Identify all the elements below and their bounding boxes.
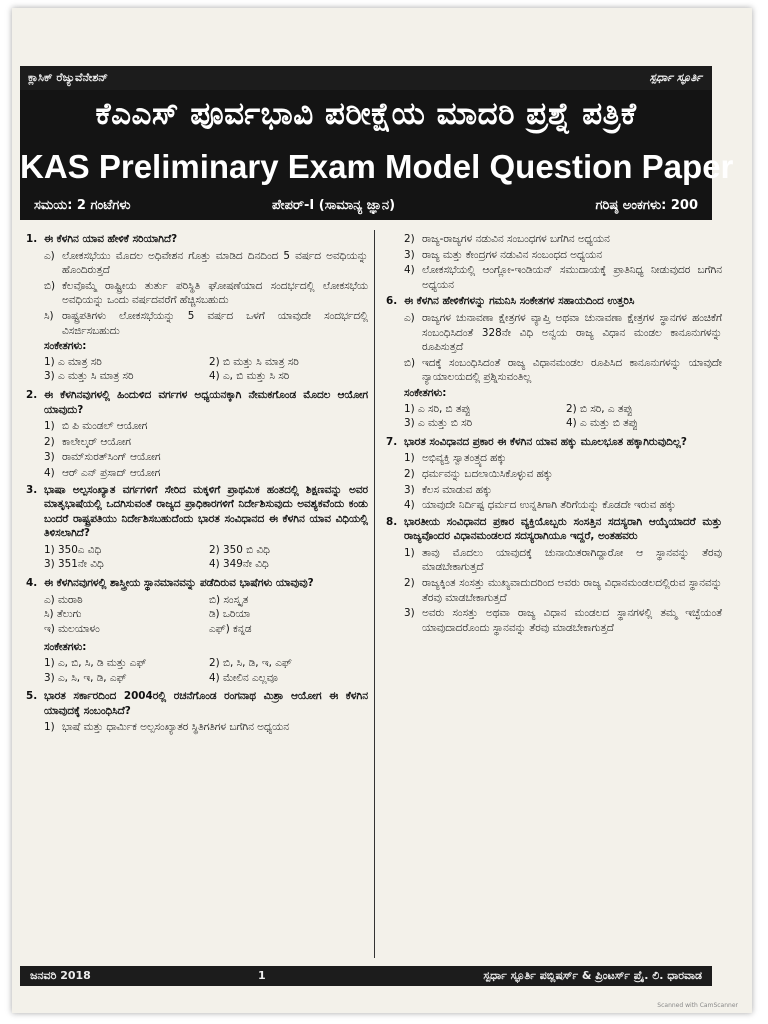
question-text: ಈ ಕೆಳಗಿನವುಗಳಲ್ಲಿ ಶಾಸ್ತ್ರೀಯ ಸ್ಥಾನಮಾನವನ್ನು ಪಡೆದಿರುವ ಭಾಷೆಗಳು ಯಾವುವು? (44, 577, 314, 590)
option-key: 4) (404, 499, 415, 512)
strip-right-text: ಸ್ಪರ್ಧಾ ಸ್ಫೂರ್ತಿ (649, 71, 702, 84)
page-number: 1 (258, 969, 266, 982)
answer-choice: 1) 350ಎ ವಿಧಿ (44, 543, 102, 556)
answer-choice: 2) ಬಿ, ಸಿ, ಡಿ, ಇ, ಎಫ್ (209, 657, 292, 670)
question-4 (26, 576, 368, 685)
option-key: ಸಿ) (44, 309, 54, 322)
option-text: ರಾಮ್‌ಸುರತ್‌ಸಿಂಗ್ ಆಯೋಗ (62, 451, 161, 464)
codes-label: ಸಂಕೇತಗಳು: (44, 641, 87, 654)
title-english: KAS Preliminary Exam Model Question Paper (20, 148, 734, 185)
left-column (26, 232, 368, 737)
option-key: 4) (44, 466, 55, 479)
option (44, 435, 368, 450)
option-key: 2) (44, 435, 55, 448)
scanner-watermark: Scanned with CamScanner (657, 1002, 738, 1009)
codes-label: ಸಂಕೇತಗಳು: (404, 386, 447, 399)
strip-left-text: ಕ್ಲಾಸಿಕ್ ರೆಜ್ಯುವೆನೇಶನ್ (28, 71, 108, 84)
option (44, 309, 368, 338)
option-text: ಲೋಕಸಭೆಯು ಮೊದಲ ಅಧಿವೇಶನ ಗೊತ್ತು ಮಾಡಿದ ದಿನದಿಂದ 5 ವರ್ಷದ ಅವಧಿಯನ್ನು ಹೊಂದಿರುತ್ತದೆ (62, 249, 368, 277)
question-6 (386, 294, 722, 430)
option-text: ಧರ್ಮವನ್ನು ಬದಲಾಯಿಸಿಕೊಳ್ಳುವ ಹಕ್ಕು (422, 467, 553, 480)
option (44, 466, 368, 481)
language-item: ಇ) ಮಲಯಾಳಂ (44, 622, 100, 635)
answer-choices (44, 656, 368, 685)
question-3 (26, 483, 368, 573)
scanned-page (12, 8, 752, 1013)
question-text: ಈ ಕೆಳಗಿನ ಹೇಳಿಕೆಗಳನ್ನು ಗಮನಿಸಿ ಸಂಕೇತಗಳ ಸಹಾಯದಿಂದ ಉತ್ತರಿಸಿ (404, 295, 635, 308)
question-number: 8. (386, 515, 398, 528)
option-key: ಎ) (404, 311, 415, 324)
answer-choice: 3) ಎ ಮತ್ತು ಬಿ ಸರಿ (404, 417, 473, 430)
answer-choice: 3) 351ನೇ ವಿಧಿ (44, 558, 104, 571)
question-text: ಭಾರತೀಯ ಸಂವಿಧಾನದ ಪ್ರಕಾರ ವ್ಯಕ್ತಿಯೊಬ್ಬರು ಸಂಸತ್ತಿನ ಸದಸ್ಯರಾಗಿ ಆಯ್ಕೆಯಾದರೆ ಮತ್ತು ರಾಜ್ಯವೊಂದರ ವಿಧಾನಮಂಡಲದ ಸದಸ್ಯರಾಗಿಯೂ ಇದ್ದರೆ, ಅಂತಹವರು (404, 515, 722, 543)
option-text: ಕೆಲಸ ಮಾಡುವ ಹಕ್ಕು (422, 483, 492, 496)
language-item: ಬಿ) ಸಂಸ್ಕೃತ (209, 593, 249, 606)
option-key: 1) (44, 721, 55, 734)
option-text: ರಾಜ್ಯ-ರಾಜ್ಯಗಳ ನಡುವಿನ ಸಂಬಂಧಗಳ ಬಗೆಗಿನ ಅಧ್ಯಯನ (422, 233, 610, 245)
answer-choice: 4) ಎ ಮತ್ತು ಬಿ ತಪ್ಪು (566, 417, 638, 430)
option-key: 2) (404, 467, 415, 480)
title-kannada: ಕೆಎಎಸ್ ಪೂರ್ವಭಾವಿ ಪರೀಕ್ಷೆಯ ಮಾದರಿ ಪ್ರಶ್ನೆ ಪತ್ರಿಕೆ (95, 96, 637, 132)
option-key: 3) (44, 451, 55, 464)
question-7 (386, 435, 722, 513)
question-5-continued (386, 232, 722, 292)
answer-choice: 3) ಎ ಮತ್ತು ಸಿ ಮಾತ್ರ ಸರಿ (44, 370, 134, 383)
question-text: ಈ ಕೆಳಗಿನ ಯಾವ ಹೇಳಿಕೆ ಸರಿಯಾಗಿದೆ? (44, 233, 178, 245)
exam-paper: ಪೇಪರ್-I (ಸಾಮಾನ್ಯ ಜ್ಞಾನ) (272, 198, 396, 213)
option (404, 356, 722, 385)
option-text: ಕಾಲೇಲ್ಕರ್ ಆಯೋಗ (62, 435, 131, 448)
option-text: ರಾಜ್ಯ ಮತ್ತು ಕೇಂದ್ರಗಳ ನಡುವಿನ ಸಂಬಂಧದ ಅಧ್ಯಯನ (422, 248, 603, 261)
exam-marks: ಗರಿಷ್ಠ ಅಂಕಗಳು: 200 (595, 198, 698, 213)
answer-choice: 2) ಬಿ ಮತ್ತು ಸಿ ಮಾತ್ರ ಸರಿ (209, 355, 299, 368)
option-key: ಬಿ) (44, 279, 56, 292)
top-strip (20, 66, 712, 90)
option-text: ಲೋಕಸಭೆಯಲ್ಲಿ ಆಂಗ್ಲೋ-ಇಂಡಿಯನ್ ಸಮುದಾಯಕ್ಕೆ ಪ್ರಾತಿನಿಧ್ಯ ನೀಡುವುದರ ಬಗೆಗಿನ ಅಧ್ಯಯನ (422, 264, 722, 291)
exam-time: ಸಮಯ: 2 ಗಂಟೆಗಳು (34, 198, 131, 213)
answer-choice: 1) ಎ ಮಾತ್ರ ಸರಿ (44, 355, 102, 368)
option-text: ಇದಕ್ಕೆ ಸಂಬಂಧಿಸಿದಂತೆ ರಾಜ್ಯ ವಿಧಾನಮಂಡಲ ರೂಪಿಸಿದ ಕಾನೂನುಗಳನ್ನು ಯಾವುದೇ ನ್ಯಾಯಾಲಯದಲ್ಲಿ ಪ್ರಶ್ನಿಸುವಂತಿಲ್ಲ (422, 356, 722, 384)
option-key: 2) (404, 577, 415, 590)
option-text: ಕೆಲವೊಮ್ಮೆ ರಾಷ್ಟ್ರೀಯ ತುರ್ತು ಪರಿಸ್ಥಿತಿ ಘೋಷಣೆಯಾದ ಸಂದರ್ಭದಲ್ಲಿ ಲೋಕಸಭೆಯ ಅವಧಿಯನ್ನು ಒಂದು ವರ್ಷದವರೆಗೆ ಹೆಚ್ಚಿಸಬಹುದು (62, 279, 368, 307)
option (404, 546, 722, 575)
footer-publisher: ಸ್ಪರ್ಧಾ ಸ್ಫೂರ್ತಿ ಪಬ್ಲಿಷರ್ಸ್ & ಪ್ರಿಂಟರ್ಸ್ ಪ್ರೈ. ಲಿ. ಧಾರವಾಡ (483, 969, 702, 982)
option-key: ಬಿ) (404, 356, 416, 369)
answer-choice: 4) ಮೇಲಿನ ಎಲ್ಲವೂ (209, 671, 278, 684)
option-text: ರಾಜ್ಯಕ್ಕಿಂತ ಸಂಸತ್ತು ಮುಖ್ಯವಾದುದರಿಂದ ಅವರು ರಾಜ್ಯ ವಿಧಾನಮಂಡಲದಲ್ಲಿರುವ ಸ್ಥಾನವನ್ನು ತೆರವು ಮಾಡಬೇಕಾಗುತ್ತದೆ (422, 577, 722, 604)
option-text: ಅವರು ಸಂಸತ್ತು ಅಥವಾ ರಾಜ್ಯ ವಿಧಾನ ಮಂಡಲದ ಸ್ಥಾನಗಳಲ್ಲಿ ತಮ್ಮ ಇಚ್ಛೆಯಂತೆ ಯಾವುದಾದರೊಂದು ಸ್ಥಾನವನ್ನು ತೆರವು ಮಾಡಬೇಕಾಗುತ್ತದೆ (422, 607, 722, 634)
answer-choice: 3) ಎ, ಸಿ, ಇ, ಡಿ, ಎಫ್ (44, 671, 127, 684)
question-2 (26, 388, 368, 481)
footer-date: ಜನವರಿ 2018 (30, 969, 91, 982)
answer-choice: 4) ಎ, ಬಿ ಮತ್ತು ಸಿ ಸರಿ (209, 370, 290, 383)
option-text: ಭಾಷೆ ಮತ್ತು ಧಾರ್ಮಿಕ ಅಲ್ಪಸಂಖ್ಯಾತರ ಸ್ಥಿತಿಗತಿಗಳ ಬಗೆಗಿನ ಅಧ್ಯಯನ (62, 721, 290, 734)
language-item: ಎ) ಮರಾಠಿ (44, 593, 83, 606)
option-key: 1) (44, 420, 55, 433)
option-text: ರಾಷ್ಟ್ರಪತಿಗಳು ಲೋಕಸಭೆಯನ್ನು 5 ವರ್ಷದ ಒಳಗೆ ಯಾವುದೇ ಸಂದರ್ಭದಲ್ಲಿ ವಿಸರ್ಜಿಸಬಹುದು (62, 309, 368, 337)
answer-choice: 2) ಬಿ ಸರಿ, ಎ ತಪ್ಪು (566, 402, 633, 415)
right-column (386, 232, 722, 637)
option (404, 483, 722, 498)
language-item: ಸಿ) ತೆಲುಗು (44, 608, 82, 621)
answer-choice: 1) ಎ, ಬಿ, ಸಿ, ಡಿ ಮತ್ತು ಎಫ್ (44, 657, 147, 670)
option (404, 263, 722, 292)
option-key: 3) (404, 483, 415, 496)
option-key: 2) (404, 233, 415, 245)
question-number: 2. (26, 388, 38, 401)
answer-choice: 4) 349ನೇ ವಿಧಿ (209, 558, 269, 571)
option (404, 498, 722, 513)
title-banner (20, 90, 734, 220)
question-number: 1. (26, 233, 38, 245)
question-number: 7. (386, 435, 398, 448)
option-text: ತಾವು ಮೊದಲು ಯಾವುದಕ್ಕೆ ಚುನಾಯಿತರಾಗಿದ್ದಾರೋ ಆ ಸ್ಥಾನವನ್ನು ತೆರವು ಮಾಡಬೇಕಾಗುತ್ತದೆ (422, 546, 722, 574)
answer-choices (44, 355, 368, 384)
option (404, 467, 722, 482)
question-number: 4. (26, 577, 38, 590)
answer-choice: 2) 350 ಬಿ ವಿಧಿ (209, 543, 270, 556)
option-text: ರಾಜ್ಯಗಳ ಚುನಾವಣಾ ಕ್ಷೇತ್ರಗಳ ವ್ಯಾಪ್ತಿ ಅಥವಾ ಚುನಾವಣಾ ಕ್ಷೇತ್ರಗಳ ಸ್ಥಾನಗಳ ಹಂಚಿಕೆಗೆ ಸಂಬಂಧಿಸಿದಂತೆ 328ನೇ ವಿಧಿ ಅನ್ವಯ ರಾಜ್ಯ ವಿಧಾನ ಮಂಡಲ ಕಾನೂನುಗಳನ್ನು ರೂಪಿಸುತ್ತದೆ (422, 311, 722, 354)
language-item: ಡಿ) ಒರಿಯಾ (209, 608, 251, 621)
option-key: 1) (404, 452, 415, 465)
option (44, 450, 368, 465)
option-text: ಅಭಿವ್ಯಕ್ತಿ ಸ್ವಾತಂತ್ರ್ಯದ ಹಕ್ಕು (422, 452, 507, 465)
question-text: ಭಾರತ ಸರ್ಕಾರದಿಂದ 2004ರಲ್ಲಿ ರಚನೆಗೊಂಡ ರಂಗನಾಥ ಮಿಶ್ರಾ ಆಯೋಗ ಈ ಕೆಳಗಿನ ಯಾವುದಕ್ಕೆ ಸಂಬಂಧಿಸಿದೆ? (44, 690, 368, 717)
option (44, 249, 368, 278)
option (44, 419, 368, 434)
option (404, 451, 722, 466)
option (404, 311, 722, 355)
question-8 (386, 515, 722, 636)
option-key: 4) (404, 264, 415, 277)
page-footer (20, 966, 712, 986)
option-text: ಬಿ ಪಿ ಮಂಡಲ್ ಆಯೋಗ (62, 420, 148, 433)
option (404, 248, 722, 263)
language-item: ಎಫ್) ಕನ್ನಡ (209, 622, 252, 635)
answer-choice: 1) ಎ ಸರಿ, ಬಿ ತಪ್ಪು (404, 402, 471, 415)
question-number: 6. (386, 295, 398, 308)
question-number: 5. (26, 690, 38, 703)
option-key: 3) (404, 607, 415, 620)
option-key: ಎ) (44, 249, 55, 262)
answer-choices (404, 402, 722, 431)
option (44, 279, 368, 308)
option-key: 3) (404, 248, 415, 261)
column-divider (374, 230, 375, 958)
option-text: ಯಾವುದೇ ನಿರ್ದಿಷ್ಟ ಧರ್ಮದ ಉನ್ನತಿಗಾಗಿ ತೆರಿಗೆಯನ್ನು ಕೊಡದೇ ಇರುವ ಹಕ್ಕು (422, 499, 676, 512)
codes-label: ಸಂಕೇತಗಳು: (44, 340, 87, 353)
question-1 (26, 232, 368, 384)
option-key: 1) (404, 546, 415, 559)
question-5 (26, 689, 368, 735)
option (44, 720, 368, 735)
answer-choices (44, 543, 368, 572)
option (404, 576, 722, 605)
option (404, 232, 722, 247)
option (404, 606, 722, 635)
question-text: ಭಾಷಾ ಅಲ್ಪಸಂಖ್ಯಾತ ವರ್ಗಗಳಿಗೆ ಸೇರಿದ ಮಕ್ಕಳಿಗೆ ಪ್ರಾಥಮಿಕ ಹಂತದಲ್ಲಿ ಶಿಕ್ಷಣವನ್ನು ಅವರ ಮಾತೃಭಾಷೆಯಲ್ಲಿ ಒದಗಿಸುವಂತೆ ರಾಜ್ಯದ ಪ್ರಾಧಿಕಾರಗಳಿಗೆ ನಿರ್ದೇಶಿಸುವುದು ಅವಶ್ಯಕವೆಂದು ಕಂಡು ಬಂದರೆ ರಾಷ್ಟ್ರಪತಿಯು ನಿರ್ದೇಶಿಸಬಹುದೆಂದು ಭಾರತ ಸಂವಿಧಾನದ ಈ ಕೆಳಗಿನ ಯಾವ ವಿಧಿಯಲ್ಲಿ ತಿಳಿಸಲಾಗಿದೆ? (44, 483, 368, 540)
option-text: ಆರ್ ಎನ್ ಪ್ರಸಾದ್ ಆಯೋಗ (62, 466, 161, 479)
question-text: ಭಾರತ ಸಂವಿಧಾನದ ಪ್ರಕಾರ ಈ ಕೆಳಗಿನ ಯಾವ ಹಕ್ಕು ಮೂಲಭೂತ ಹಕ್ಕಾಗಿರುವುದಿಲ್ಲ? (404, 435, 687, 448)
language-list (44, 593, 368, 637)
question-number: 3. (26, 483, 38, 496)
question-text: ಈ ಕೆಳಗಿನವುಗಳಲ್ಲಿ ಹಿಂದುಳಿದ ವರ್ಗಗಳ ಅಧ್ಯಯನಕ್ಕಾಗಿ ನೇಮಕಗೊಂಡ ಮೊದಲ ಆಯೋಗ ಯಾವುದು? (44, 388, 368, 416)
